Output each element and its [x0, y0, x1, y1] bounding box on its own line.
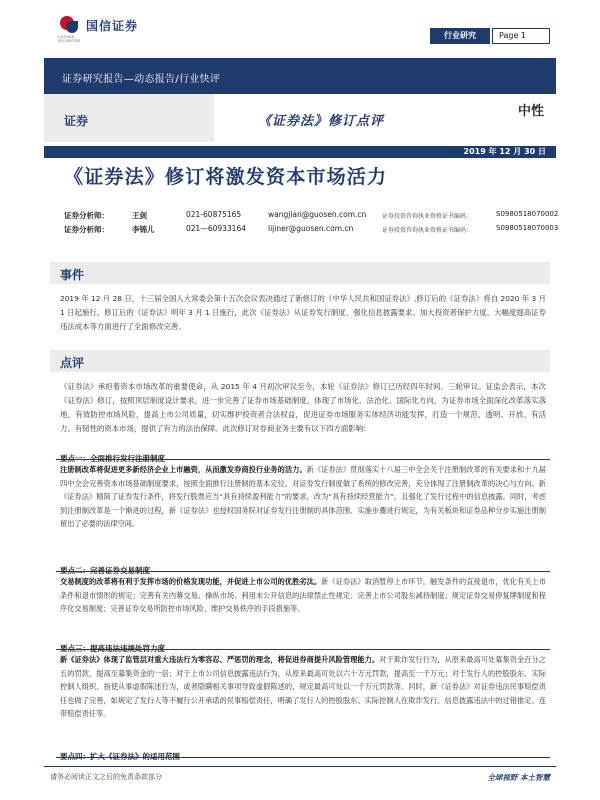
- point-lead: 交易制度的改革将有利于发挥市场的价格发现功能，并促进上市公司的优胜劣汰。: [60, 577, 322, 586]
- point-heading-text: 要点二：完善证券交易制度: [60, 566, 150, 575]
- footer-slogan: 全球视野 本土智慧: [487, 773, 550, 782]
- analyst-phone: 021-60875165: [186, 210, 242, 219]
- point-body: 新《证券法》贯彻落实十八届三中全会关于注册制改革的有关要求和十九届四中全会完善资本市场基础制度要求，按照全面推行注册制的基本定位，对证券发行制度做了系统的修改完善，充分体现了注册制改革的决心与方向。新《证券法》精简了证券发行条件，将发行股票应当“具有持续盈利能力”的要求，改为“具有持续经营能力”，且强化了发行过程中的信息披露。同时，考虑到注册制改革是一个渐进的过程，新《证券法》也授权国务院对证券发行注册制的具体范围、实施步骤进行规定，为有关板块和证券品种分步实施注册制留出了必要的法律空间。: [60, 465, 546, 528]
- analyst-row: [64, 224, 564, 238]
- comment-heading-text: 点评: [60, 356, 85, 370]
- event-section-heading: [50, 262, 550, 284]
- analyst-role: 证券分析师：: [64, 225, 109, 234]
- point-body: 新《证券法》取消暂停上市环节，触发条件的直接退市，优化有关上市条件和退市情形的规定；完善有关内幕交易、操纵市场、利用未公开信息的法律禁止性规定；完善上市公司股东减持制度；规定证券交易停复牌制度和程序化交易制度；完善证券交易所防控市场风险、维护交易秩序的手段措施等。: [60, 577, 546, 613]
- point-heading-4: [56, 744, 550, 761]
- comment-section-heading: [50, 350, 550, 372]
- analyst-cert-label: 证券投资咨询执业资格证书编码：: [382, 213, 473, 220]
- point-heading-3: [56, 636, 550, 653]
- point-heading-text: 要点一：全面推行发行注册制度: [60, 454, 165, 463]
- logo-text: 国信证券: [86, 18, 139, 33]
- point-paragraph-3: [60, 653, 546, 721]
- point-heading-2: [56, 558, 550, 575]
- point-lead: 新《证券法》体现了监管层对重大违法行为零容忍、严惩罚的理念，将促进券商提升风险管理能力。: [60, 655, 380, 664]
- report-banner: [44, 58, 556, 94]
- analyst-cert-number: S0980518070002: [496, 210, 559, 218]
- analyst-cert-number: S0980518070003: [496, 224, 559, 232]
- industry-label: 证券: [64, 114, 89, 128]
- rating: 中性: [517, 104, 544, 119]
- report-date: 2019 年 12 月 30 日: [463, 147, 546, 156]
- analyst-role: 证券分析师：: [64, 211, 109, 220]
- comment-intro-paragraph: 《证券法》承担着资本市场改革的重要使命，从 2015 年 4 月初次审议至今，本轮《证券法》修订已历经四年时间、三轮审议。证监会表示，本次《证券法》修订，按照顶层制度设计要求，进一步完善了证券市场基础制度，体现了市场化、法治化、国际化方向，为证券市场全面深化改革落实落地，有效防控市场风险，提高上市公司质量，切实维护投资者合法权益，促进证券市场服务实体经济功能发挥，打造一个规范、透明、开放、有活力、有韧性的资本市场，提供了有力的法治保障。此次修订对券商业务主要有以下四方面影响：: [60, 382, 546, 433]
- point-body: 对于欺诈发行行为，从原来最高可处募集资金百分之五的罚款，提高至募集资金的一倍；对于上市公司信息披露违法行为，从原来最高可处以六十万元罚款，提高至一千万元；对于发行人的控股股东、实际控制人组织、指使从事虚假陈述行为，或者隐瞒相关事项导致虚假陈述的，规定最高可处以一千万元罚款等。同时，新《证券法》对证券违法民事赔偿责任也做了完善，如规定了发行人等不履行公开承诺的民事赔偿责任，明确了发行人的控股股东、实际控制人在欺诈发行、信息披露违法中的过错推定、连带赔偿责任等。: [60, 655, 546, 718]
- footer-divider: [44, 766, 556, 767]
- report-subtitle: 《证券法》修订点评: [258, 114, 385, 129]
- analyst-list: [64, 210, 564, 238]
- point-paragraph-2: [60, 575, 546, 616]
- industry-box: [44, 94, 214, 142]
- analyst-email[interactable]: lijiner@guosen.com.cn: [268, 224, 354, 233]
- analyst-cert-label: 证券投资咨询执业资格证书编码：: [382, 227, 473, 234]
- point-heading-text: 要点四：扩大《证券法》的适用范围: [60, 752, 180, 761]
- report-type-tag: 行业研究: [430, 28, 490, 44]
- analyst-name: 李锦儿: [132, 225, 155, 234]
- date-bar: [44, 146, 556, 158]
- subtitle-row: [44, 94, 556, 142]
- point-heading-1: [56, 446, 550, 463]
- logo: [58, 16, 139, 43]
- event-heading-text: 事件: [60, 268, 85, 282]
- guosen-logo-icon: [58, 16, 80, 34]
- banner-text: 证券研究报告—动态报告/行业快评: [62, 74, 221, 85]
- event-paragraph: 2019 年 12 月 28 日，十三届全国人大常委会第十五次会议表决通过了新修订的《中华人民共和国证券法》,修订后的《证券法》将自 2020 年 3 月 1 日起施行。修订后的《证券法》明年 3 月 1 日施行，此次《证券法》从证券发行制度、强化信息披露要求、加大投资者保护力度、大幅度提高证券违法成本等方面进行了全面修改完善。: [60, 294, 546, 331]
- point-lead: 注册制改革将促进更多新经济企业上市融资，从而激发券商投行业务的活力。: [60, 465, 307, 474]
- analyst-row: [64, 210, 564, 224]
- point-heading-text: 要点三：提高违法违规处罚力度: [60, 644, 165, 653]
- footer-disclaimer: 请务必阅读正文之后的免责条款部分: [50, 773, 162, 781]
- logo-subtitle: GUOSEN SECURITIES: [58, 35, 81, 43]
- analyst-name: 王剑: [132, 211, 147, 220]
- analyst-email[interactable]: wangjian@guosen.com.cn: [268, 210, 367, 219]
- point-paragraph-1: [60, 463, 546, 531]
- analyst-phone: 021—60933164: [186, 224, 246, 233]
- page-title: 《证券法》修订将激发资本市场活力: [64, 166, 388, 188]
- page-number: Page 1: [492, 28, 550, 44]
